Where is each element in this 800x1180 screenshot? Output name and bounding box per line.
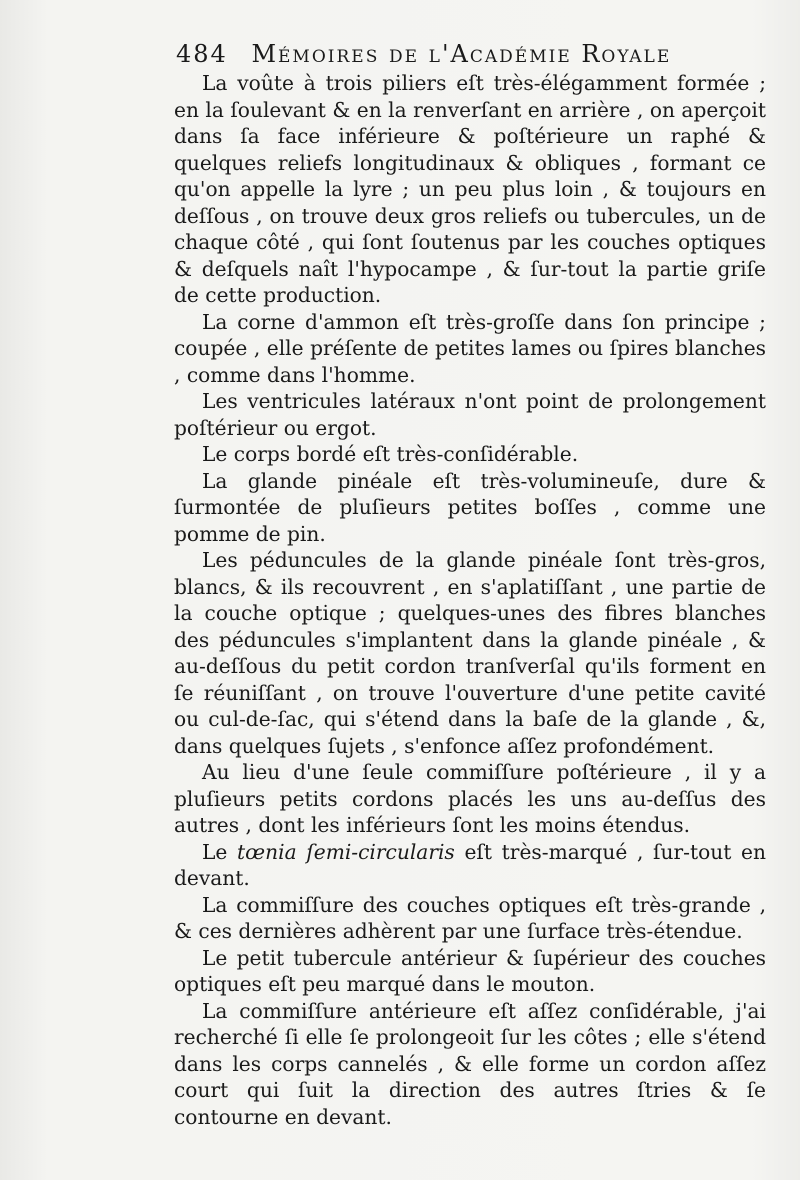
- paragraph-voute: La voûte à trois piliers eſt très-élégamment formée ; en la ſoulevant & en la renverſant en arrière , on aperçoit dans ſa face inférieure & poſtérieure un raphé & quelques reliefs longitudinaux & obliques , formant ce qu'on appelle la lyre ; un peu plus loin , & toujours en deſſous , on trouve deux gros reliefs ou tubercules, un de chaque côté , qui ſont ſoutenus par les couches optiques & deſquels naît l'hypocampe , & ſur-tout la partie griſe de cette production.: [174, 71, 766, 307]
- paragraph-commissure-posterieure: Au lieu d'une ſeule commiſſure poſtérieure , il y a pluſieurs petits cordons placés les uns au-deſſus des autres , dont les inférieurs ſont les moins étendus.: [174, 760, 766, 837]
- paragraph-corps-borde: Le corps bordé eſt très-conſidérable.: [202, 442, 579, 466]
- paragraph-glande-pineale: La glande pinéale eſt très-volumineuſe, dure & ſurmontée de pluſieurs petites boſſes , comme une pomme de pin.: [174, 468, 766, 546]
- paragraph-commissure-anterieure: La commiſſure antérieure eſt aſſez conſidérable, j'ai recherché ſi elle ſe prolongeoit ſur les côtes ; elle s'étend dans les corps cannelés , & elle forme un cordon aſſez court qui ſuit la direction des autres ſtries & ſe contourne en devant.: [174, 998, 766, 1129]
- running-title: Mémoires de l'Académie Royale: [251, 40, 672, 68]
- page-number: 484: [176, 40, 228, 68]
- paragraph-peduncules: Les péduncules de la glande pinéale ſont très-gros, blancs, & ils recouvrent , en s'aplatiſſant , une partie de la couche optique ; quelques-unes des fibres blanches des péduncules s'implantent dans la glande pinéale , & au-deſſous du petit cordon tranſverſal qu'ils forment en ſe réuniſſant , on trouve l'ouverture d'une petite cavité ou cul-de-ſac, qui s'étend dans la baſe de la glande , &, dans quelques ſujets , s'enfonce aſſez profondément.: [174, 548, 766, 758]
- paragraph-commissure-couches: La commiſſure des couches optiques eſt très-grande , & ces dernières adhèrent par une ſurface très-étendue.: [174, 892, 766, 943]
- taenia-italic-term: tœnia ſemi-circularis: [237, 839, 455, 864]
- taenia-rest: eſt très-marqué , ſur-tout en devant.: [174, 839, 766, 890]
- taenia-lead: Le: [202, 839, 238, 864]
- paragraph-ventricules: Les ventricules latéraux n'ont point de prolongement poſtérieur ou ergot.: [174, 389, 766, 440]
- body-text: [174, 70, 766, 1129]
- paragraph-corne-ammon: La corne d'ammon eſt très-groſſe dans ſon principe ; coupée , elle préſente de petites lames ou ſpires blanches , comme dans l'homme.: [174, 309, 766, 387]
- paragraph-taenia: [174, 839, 766, 892]
- paragraph-petit-tubercule: Le petit tubercule antérieur & ſupérieur des couches optiques eſt peu marqué dans le mouton.: [174, 945, 766, 996]
